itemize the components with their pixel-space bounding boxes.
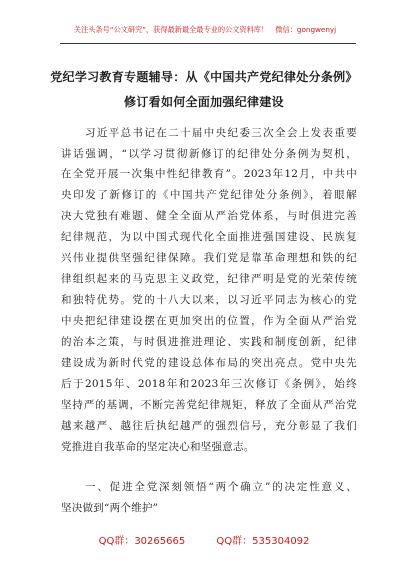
body-line: 在全党开展一次集中性纪律教育”。2023年12月，中共中: [61, 168, 357, 180]
body-line: 讲话强调，“以学习贯彻新修订的纪律处分条例为契机，: [61, 148, 357, 160]
footer-qq-group-1: QQ群：30265665: [98, 536, 186, 547]
body-line: 党推进自我革命的坚定决心和坚强意志。: [61, 441, 255, 453]
body-line: 兴伟业提供坚强纪律保障。我们党是靠革命理想和铁的纪: [61, 252, 357, 264]
footer-qq-group-2: QQ群：535304092: [216, 536, 310, 547]
footer-contacts: [0, 532, 408, 547]
body-line: 后于2015年、2018年和2023年三次修订《条例》，始终: [61, 378, 357, 390]
body-line: 中央把纪律建设摆在更加突出的位置，作为全面从严治党: [61, 315, 357, 327]
body-line: 央印发了新修订的《中国共产党纪律处分条例》，着眼解: [61, 189, 357, 201]
header-divider: [60, 43, 356, 44]
body-line: 越来越严、越往后执纪越严的强烈信号，充分彰显了我们: [61, 420, 357, 432]
body-line: 律组织起来的马克思主义政党，纪律严明是党的光荣传统: [61, 273, 357, 285]
body-line: 建设成为新时代党的建设总体布局的突出亮点。党中央先: [61, 357, 357, 369]
section-heading-line: 一、促进全党深刻领悟“两个确立”的决定性意义、: [85, 481, 357, 493]
body-line: 坚持严的基调，不断完善党纪律规矩，释放了全面从严治党: [61, 399, 357, 411]
section-heading-line: 坚决做到“两个维护”: [61, 502, 159, 514]
body-line: 决大党独有难题、健全全面从严治党体系，与时俱进完善: [61, 210, 357, 222]
body-line: 习近平总书记在二十届中央纪委三次全会上发表重要: [85, 127, 357, 139]
header-banner: 关注头条号“公文研究”，获得最新最全最专业的公文资料库！ 微信：gongwenyj: [73, 25, 337, 34]
body-line: 和独特优势。党的十八大以来，以习近平同志为核心的党: [61, 294, 357, 306]
document-title-line-1: 党纪学习教育专题辅导：从《中国共产党纪律处分条例》: [50, 70, 358, 84]
body-line: 的治本之策，与时俱进推进理论、实践和制度创新，纪律: [61, 336, 357, 348]
document-title-line-2: 修订看如何全面加强纪律建设: [124, 95, 284, 109]
body-line: 纪律规范，为以中国式现代化全面推进强国建设、民族复: [61, 231, 357, 243]
